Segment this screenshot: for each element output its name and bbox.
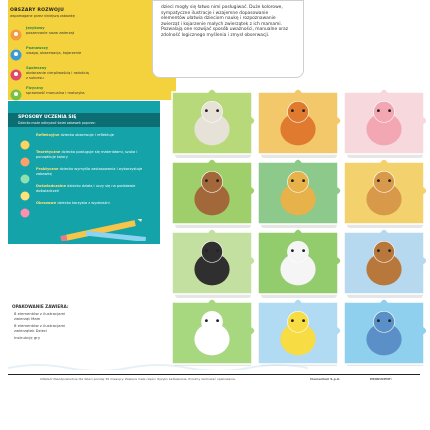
description-text: dzieci mogły się łatwo nimi posługiwać. Duże kolorowe, sympatyczne ilustracje i wzajemne dopasowanie elementów ułatwia dzieciom naukę i rozpoznawanie zwierząt i kojarzenie małych zwierzątek z ich mamami. Pozwalają one rozwijać sposób uważności, manualne oraz zdolność logicznego myślenia i zmysł obserwacji. [161,5,289,38]
footer-warning: UWAGA! Nieodpowiednie dla dzieci poniżej 36 miesięcy. Zawiera małe części. Ryzyko zadławienia. Prosimy zachować opakowanie. [40,377,236,381]
learning-item-text: dziecko wymyśla zastosowania i wykorzystuje zabawkę [36,167,143,176]
cat-head [373,171,394,192]
gear-icon [20,169,30,179]
animal-puzzles-illustration [166,76,426,366]
development-item [10,44,90,64]
footer-legal [20,378,420,400]
development-item-label: Językowy [26,26,45,30]
puzzle-tile-rabbit [172,89,255,158]
package-contents-item: 8 elementów z ilustracjami zwierzątek Dzieci [14,323,66,333]
panda-eye [205,249,208,252]
learning-item [20,133,152,149]
eye-icon [20,135,30,145]
learning-item-label: Teoretyczne [36,150,61,154]
monkey-eye [205,179,208,182]
dolphin-head [373,311,394,332]
pig-eye [388,109,391,112]
dog-eye [377,249,380,252]
development-item-label: Fizyczny [26,86,44,90]
speech-icon [10,26,22,38]
rabbit-head [201,101,222,122]
footer-producer: PRODUCENT: [370,377,392,381]
fox-eye [302,109,305,112]
puzzle-tile-panda [172,229,255,298]
puzzle-tile-cat [344,159,426,228]
brain-icon [10,46,22,58]
puzzle-tile-fox [258,89,341,158]
development-item-label: Poznawczy [26,46,49,50]
duckling-head [287,311,308,332]
hand-icon [10,86,22,98]
puzzle-tile-duck [172,299,255,366]
giraffe-eye [291,179,294,182]
puzzle-tile-pig [344,89,426,158]
learning-item [20,150,152,166]
puzzle-tile-cow [258,229,341,298]
book-icon [20,152,30,162]
puzzle-tile-dog [344,229,426,298]
decorative-wave [8,362,308,370]
footer-company: Clementoni S.p.A. [310,377,341,381]
dolphin-eye [388,319,391,322]
pig-head [373,101,394,122]
rabbit-eye [216,109,219,112]
learning-item-label: Doświadczalne [36,184,67,188]
monkey-head [201,171,222,192]
learning-item-label: Praktyczne [36,167,59,171]
cow-eye [291,249,294,252]
development-item-text: sprawność manualna i motoryka [26,90,85,95]
development-subtitle: wspomagane przez niniejszą zabawkę [10,14,75,18]
monkey-eye [216,179,219,182]
dog-head [373,241,394,262]
learning-header [8,113,160,127]
learning-item [20,184,152,200]
puzzle-tile-giraffe [258,159,341,228]
pig-eye [377,109,380,112]
duckling-eye [302,319,305,322]
development-title: OBSZARY ROZWOJU [10,8,64,13]
learning-item [20,167,152,183]
fox-head [287,101,308,122]
puzzle-tile-monkey [172,159,255,228]
learning-title: SPOSOBY UCZENIA SIĘ [18,115,77,120]
fox-eye [291,109,294,112]
star-icon [20,186,30,196]
panda-head [201,241,222,262]
palette-icon [20,203,30,213]
learning-item [20,201,152,217]
learning-item-text: dziecko posługuje się materiałami, szuka i porządkuje kolory [36,150,138,159]
learning-item-label: Obrazowe [36,201,57,205]
puzzle-tile-duckling [258,299,341,366]
pencil-illustration [58,219,158,241]
dog-eye [388,249,391,252]
cat-eye [388,179,391,182]
description-bubble [152,0,304,78]
learning-item-text: dziecko korzysta z wyobraźni [57,201,110,205]
development-item-text: poszerzanie nazw zwierząt [26,30,75,35]
cat-eye [377,179,380,182]
duckling-eye [291,319,294,322]
learning-item-text: dziecko obserwuje i reflektuje [60,133,115,137]
giraffe-head [287,171,308,192]
package-contents-item: Instrukcję gry [14,335,41,340]
package-contents-title: OPAKOWANIE ZAWIERA: [12,304,69,309]
puzzle-tile-dolphin [344,299,426,366]
footer-divider [8,374,420,375]
duck-eye [205,319,208,322]
people-icon [10,66,22,78]
learning-item-text: dziecko działa i uczy się na podstawie doświadczeń [36,184,136,193]
duck-eye [216,319,219,322]
development-item-text: obdarzanie cierpliwością i radością z sukcesu [26,70,89,80]
development-item [10,64,90,84]
duck-head [201,311,222,332]
cow-eye [302,249,305,252]
package-contents-item: 8 elementów z ilustracjami zwierząt Mam [14,311,66,321]
development-item-text: uwaga, obserwacja, kojarzenie [26,50,82,55]
dolphin-eye [377,319,380,322]
cow-head [287,241,308,262]
learning-item-label: Refleksyjne [36,133,60,137]
learning-styles-panel [8,101,160,244]
rabbit-eye [205,109,208,112]
panda-eye [216,249,219,252]
development-item [10,24,90,44]
development-item-label: Społeczny [26,66,47,70]
learning-subtitle: Dziecko może odkrywać świat zabawek poprzez: [18,121,96,125]
giraffe-eye [302,179,305,182]
